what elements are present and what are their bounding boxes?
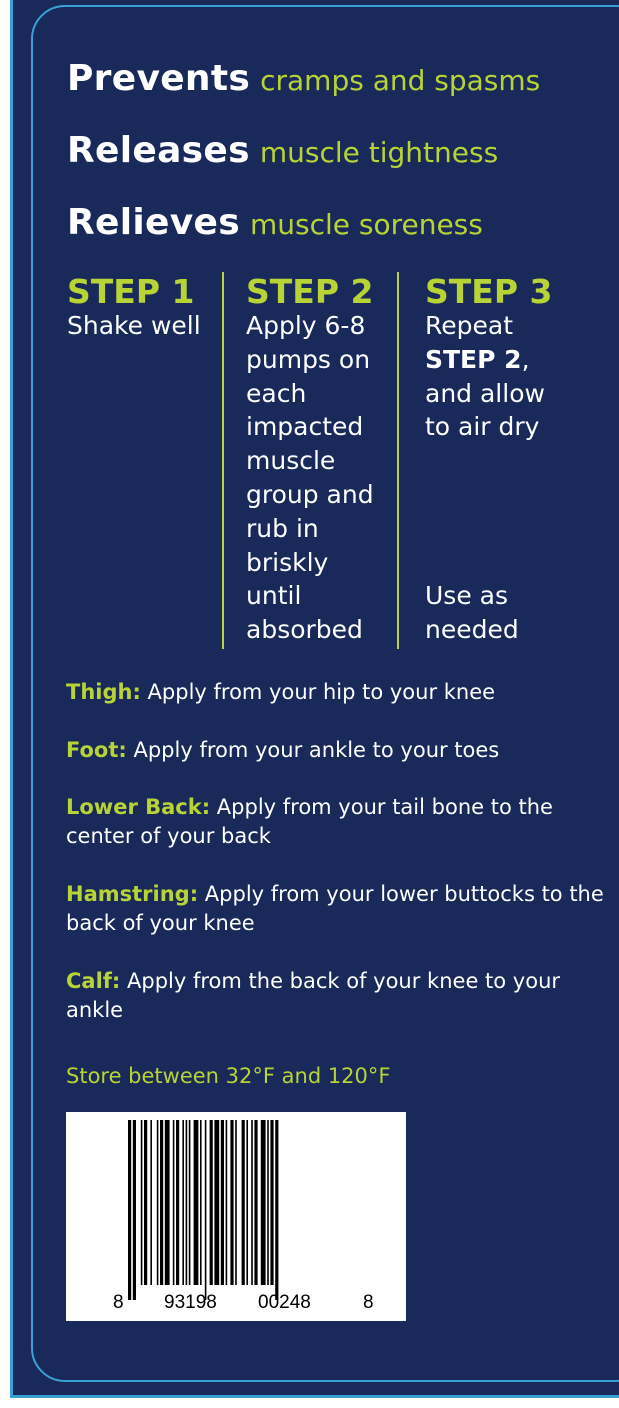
step-line: rub in bbox=[246, 513, 319, 543]
usage-label: Calf: bbox=[66, 969, 121, 993]
usage-label: Foot: bbox=[66, 738, 127, 762]
barcode-bar bbox=[214, 1120, 219, 1285]
step-line: Apply 6-8 bbox=[246, 311, 366, 340]
step-title: STEP 2 bbox=[246, 272, 374, 311]
usage-text: Apply from your hip to your knee bbox=[147, 680, 496, 704]
step-divider bbox=[222, 272, 224, 649]
barcode-bar bbox=[221, 1120, 224, 1285]
step-2 bbox=[246, 272, 374, 647]
usage-label: Thigh: bbox=[66, 680, 141, 704]
usage-foot bbox=[66, 736, 606, 765]
step-line: group and bbox=[246, 479, 374, 509]
usage-text: Apply from your ankle to your toes bbox=[133, 738, 500, 762]
barcode-bar bbox=[128, 1120, 131, 1300]
step-title: STEP 3 bbox=[425, 272, 553, 311]
step-line: muscle bbox=[246, 446, 336, 476]
step-reference: STEP 2 bbox=[425, 344, 522, 374]
barcode-digit-first: 8 bbox=[113, 1292, 124, 1313]
usage-text: Apply from the back of your knee to your ankle bbox=[66, 969, 561, 1022]
barcode-bar bbox=[165, 1120, 170, 1285]
step-line: pumps on bbox=[246, 344, 371, 374]
barcode-bar bbox=[141, 1120, 143, 1285]
step-punctuation: , bbox=[521, 344, 530, 374]
claim-text: muscle soreness bbox=[249, 208, 483, 241]
usage-lower-back bbox=[66, 793, 606, 851]
barcode-bar bbox=[210, 1120, 213, 1285]
barcode-bar bbox=[182, 1120, 184, 1285]
step-note: Use as bbox=[425, 581, 508, 611]
usage-thigh bbox=[66, 678, 606, 707]
barcode-bar bbox=[133, 1120, 136, 1300]
step-line: Shake well bbox=[67, 311, 201, 340]
barcode-bar bbox=[189, 1120, 191, 1285]
claim-keyword: Relieves bbox=[67, 202, 240, 243]
barcode-bar bbox=[242, 1120, 245, 1285]
claim-relieves bbox=[67, 202, 483, 243]
step-line: until bbox=[246, 581, 302, 611]
barcode-digit-last: 8 bbox=[363, 1292, 374, 1313]
step-line: impacted bbox=[246, 412, 364, 442]
barcode-bar bbox=[230, 1120, 233, 1285]
barcode-bar bbox=[270, 1120, 273, 1285]
storage-note: Store between 32°F and 120°F bbox=[66, 1064, 391, 1088]
claim-text: cramps and spasms bbox=[260, 64, 541, 97]
claim-keyword: Releases bbox=[67, 130, 250, 171]
step-title: STEP 1 bbox=[67, 272, 195, 311]
barcode-bar bbox=[275, 1120, 278, 1300]
barcode-bar bbox=[157, 1120, 159, 1285]
barcode-bar bbox=[205, 1120, 207, 1300]
barcode-bar bbox=[186, 1120, 188, 1285]
step-1 bbox=[67, 272, 201, 343]
barcode-bar bbox=[200, 1120, 202, 1285]
barcode-bar bbox=[160, 1120, 163, 1285]
barcode-digits-right: 00248 bbox=[258, 1292, 311, 1313]
barcode-bar bbox=[254, 1120, 257, 1285]
barcode-digits-left: 93198 bbox=[164, 1292, 217, 1313]
usage-text: Apply from your tail bone to the center of your back bbox=[66, 795, 553, 848]
barcode-bar bbox=[144, 1120, 147, 1285]
usage-text: Apply from your lower buttocks to the back of your knee bbox=[66, 882, 604, 935]
barcode-bar bbox=[251, 1120, 253, 1285]
barcode-bar bbox=[226, 1120, 228, 1285]
barcode-bar bbox=[194, 1120, 199, 1285]
step-line: absorbed bbox=[246, 615, 363, 645]
usage-label: Lower Back: bbox=[66, 795, 211, 819]
usage-label: Hamstring: bbox=[66, 882, 199, 906]
step-note: needed bbox=[425, 614, 519, 644]
claim-prevents bbox=[67, 58, 540, 99]
step-line: briskly bbox=[246, 547, 329, 577]
barcode-bar bbox=[176, 1120, 179, 1285]
step-line: Repeat bbox=[425, 311, 514, 340]
step-line: each bbox=[246, 378, 307, 408]
step-3 bbox=[425, 272, 552, 647]
barcode-bar bbox=[246, 1120, 248, 1285]
usage-calf bbox=[66, 967, 606, 1025]
step-divider bbox=[397, 272, 399, 649]
claim-keyword: Prevents bbox=[67, 58, 251, 99]
step-line: and allow bbox=[425, 378, 545, 408]
claim-releases bbox=[67, 130, 498, 171]
barcode-bar bbox=[261, 1120, 266, 1285]
barcode-bar bbox=[235, 1120, 237, 1285]
step-line: to air dry bbox=[425, 412, 540, 442]
claim-text: muscle tightness bbox=[259, 136, 499, 169]
barcode bbox=[66, 1112, 406, 1321]
barcode-bar bbox=[150, 1120, 152, 1285]
barcode-bars bbox=[66, 1112, 406, 1321]
usage-hamstring bbox=[66, 880, 606, 938]
barcode-bar bbox=[267, 1120, 269, 1285]
barcode-bar bbox=[173, 1120, 175, 1285]
step-line bbox=[425, 343, 552, 377]
